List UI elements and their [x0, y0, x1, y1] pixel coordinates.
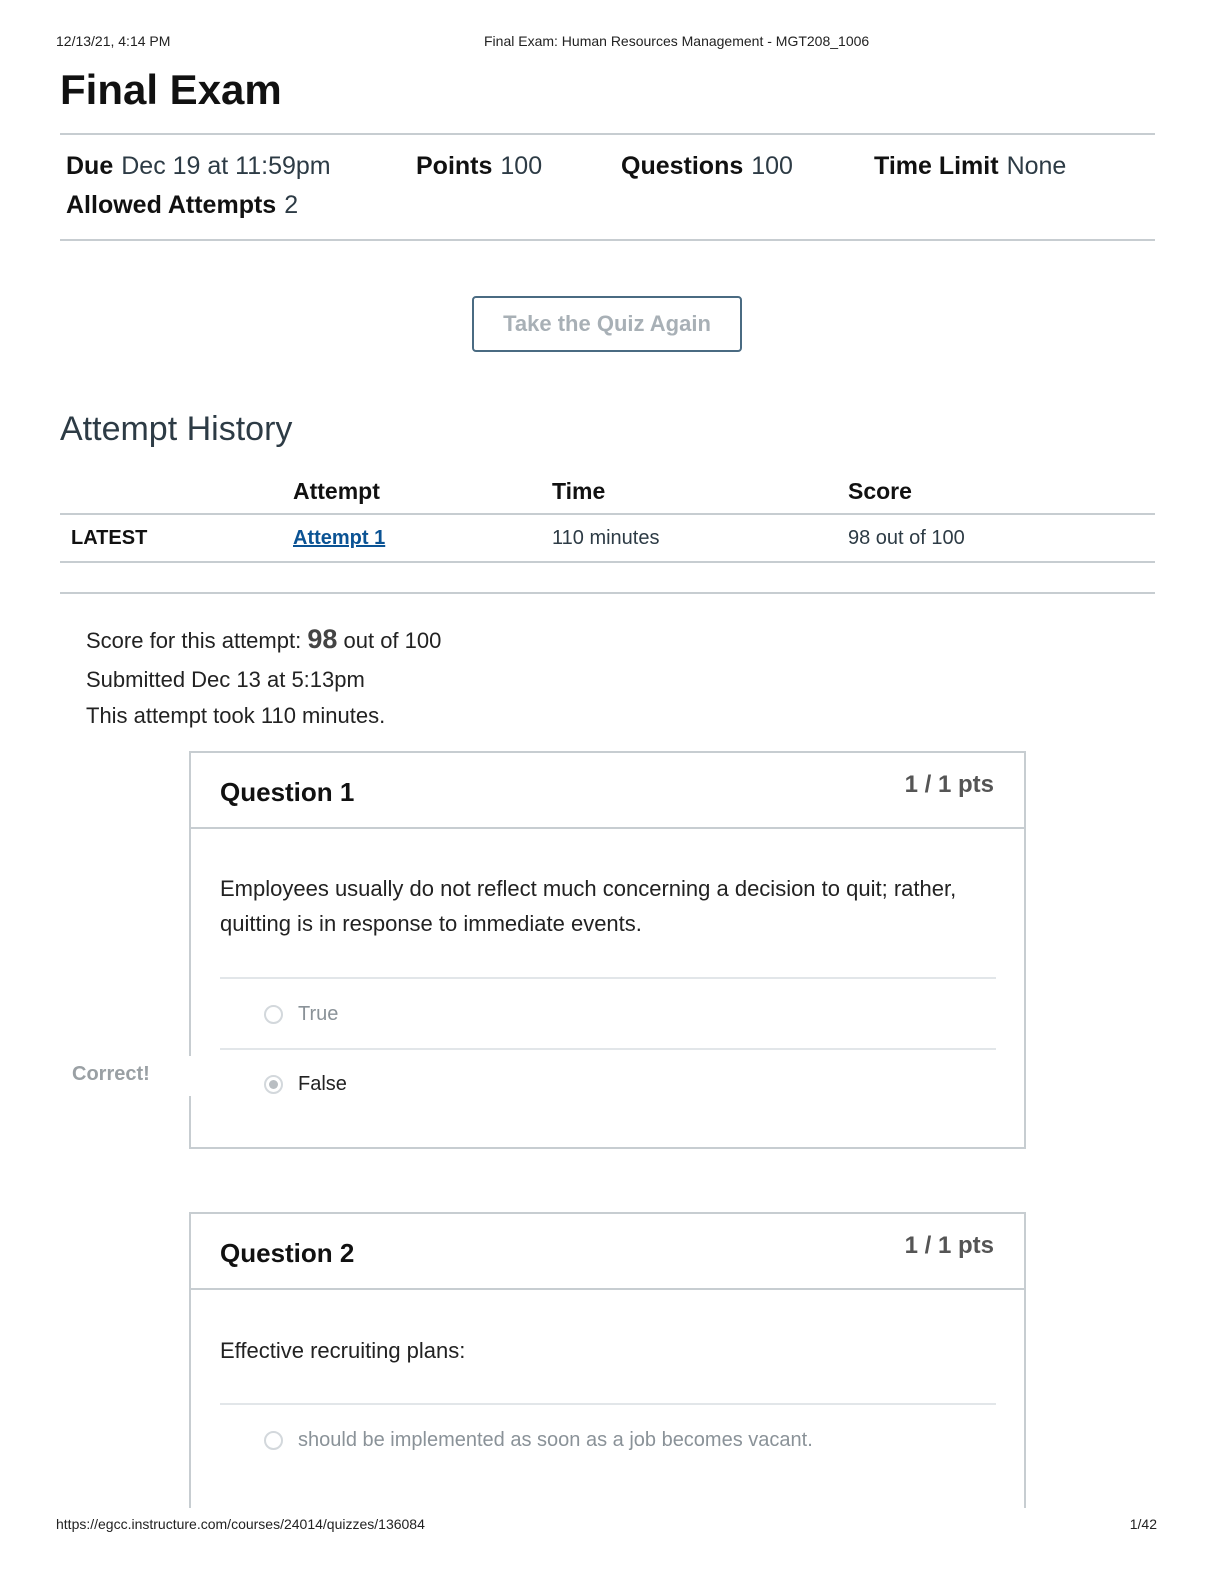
score-value: 98 [307, 624, 338, 654]
divider [60, 239, 1155, 241]
attempts-label: Allowed Attempts [66, 191, 277, 219]
score-prefix: Score for this attempt: [86, 628, 302, 653]
question-header [191, 1214, 1024, 1290]
answer-option-true[interactable] [264, 1003, 338, 1026]
question-card [189, 1212, 1026, 1508]
time-limit-label: Time Limit [874, 152, 999, 180]
allowed-attempts [66, 191, 298, 220]
attempt-score: 98 out of 100 [848, 527, 965, 549]
print-datetime: 12/13/21, 4:14 PM [56, 33, 171, 49]
due-label: Due [66, 152, 114, 180]
column-header-attempt: Attempt [293, 478, 380, 504]
answer-option-false[interactable] [264, 1073, 347, 1096]
answer-divider [220, 1048, 996, 1050]
take-quiz-again-button[interactable]: Take the Quiz Again [472, 296, 742, 352]
divider [60, 592, 1155, 594]
radio-selected-icon[interactable] [264, 1075, 283, 1094]
question-points: 1 / 1 pts [904, 1232, 994, 1259]
attempt-time: 110 minutes [552, 527, 660, 549]
table-header-divider [60, 513, 1155, 515]
answer-label: should be implemented as soon as a job becomes vacant. [298, 1429, 813, 1451]
question-card [189, 751, 1026, 1149]
question-text: Effective recruiting plans: [220, 1338, 466, 1363]
column-header-score: Score [848, 478, 912, 504]
submitted-time: Submitted Dec 13 at 5:13pm [86, 667, 365, 692]
page-title: Final Exam [60, 66, 282, 113]
question-title: Question 2 [220, 1238, 355, 1268]
time-limit [874, 152, 1066, 181]
latest-badge: LATEST [71, 527, 148, 549]
table-row-divider [60, 561, 1155, 563]
radio-icon[interactable] [264, 1005, 283, 1024]
attempt-score-summary [86, 624, 441, 655]
radio-icon[interactable] [264, 1431, 283, 1450]
page-url: https://egcc.instructure.com/courses/24014/quizzes/136084 [56, 1516, 425, 1532]
print-footer [56, 1516, 1168, 1532]
correct-flag-notch [186, 1056, 194, 1096]
due-value: Dec 19 at 11:59pm [121, 152, 331, 180]
attempt-history-title: Attempt History [60, 410, 293, 448]
print-page-title: Final Exam: Human Resources Management - MGT208_1006 [484, 33, 870, 49]
column-header-time: Time [552, 478, 606, 504]
answer-option[interactable] [264, 1429, 813, 1452]
questions-label: Questions [621, 152, 744, 180]
score-suffix: out of 100 [343, 628, 442, 653]
due-date [66, 152, 331, 181]
answer-divider [220, 977, 996, 979]
attempts-value: 2 [284, 191, 299, 219]
questions-count [621, 152, 793, 181]
time-limit-value: None [1006, 152, 1067, 180]
print-header [56, 33, 1168, 53]
correct-answer-flag: Correct! [72, 1063, 150, 1085]
divider [60, 133, 1155, 135]
page-number: 1/42 [1129, 1516, 1157, 1532]
question-text: Employees usually do not reflect much concerning a decision to quit; rather, quitting is in response to immediate events. [220, 876, 957, 936]
points [416, 152, 542, 181]
question-title: Question 1 [220, 777, 355, 807]
answer-label: True [298, 1003, 339, 1025]
question-header [191, 753, 1024, 829]
points-label: Points [416, 152, 493, 180]
answer-divider [220, 1403, 996, 1405]
answer-label: False [298, 1073, 347, 1095]
questions-value: 100 [751, 152, 793, 180]
attempt-duration: This attempt took 110 minutes. [86, 703, 386, 728]
question-points: 1 / 1 pts [904, 771, 994, 798]
points-value: 100 [500, 152, 543, 180]
attempt-1-link[interactable]: Attempt 1 [293, 527, 386, 549]
